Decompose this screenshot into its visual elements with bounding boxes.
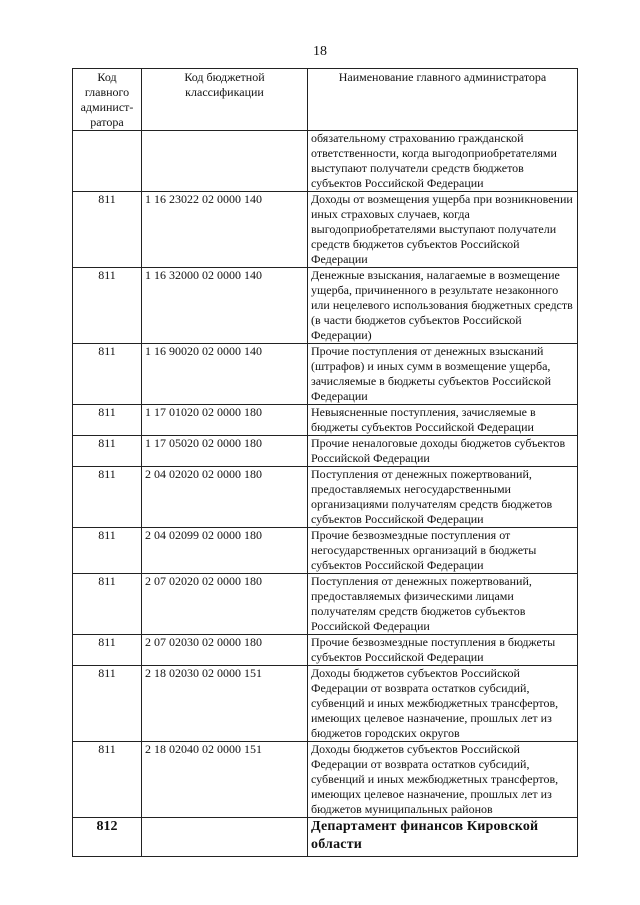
- cell-admin-code: 811: [73, 344, 142, 405]
- cell-budget-code: [142, 131, 308, 192]
- page-number: 18: [313, 44, 327, 59]
- table-row: [73, 405, 578, 436]
- table-row: [73, 192, 578, 268]
- cell-budget-code: 1 16 32000 02 0000 140: [142, 268, 308, 344]
- cell-admin-code: 811: [73, 467, 142, 528]
- cell-admin-name: Доходы бюджетов субъектов Российской Федерации от возврата остатков субсидий, субвенций и иных межбюджетных трансфертов, имеющих целевое назначение, прошлых лет из бюджетов городских округов: [308, 666, 578, 742]
- cell-admin-code: 811: [73, 528, 142, 574]
- cell-admin-code: 811: [73, 742, 142, 818]
- cell-budget-code: 2 07 02020 02 0000 180: [142, 574, 308, 635]
- table-row: [73, 467, 578, 528]
- cell-budget-code: 2 18 02040 02 0000 151: [142, 742, 308, 818]
- cell-budget-code: 2 07 02030 02 0000 180: [142, 635, 308, 666]
- cell-budget-code: 2 04 02099 02 0000 180: [142, 528, 308, 574]
- header-budget-code: Код бюджетной классификации: [142, 69, 308, 131]
- table-row: [73, 528, 578, 574]
- cell-admin-code: [73, 131, 142, 192]
- cell-budget-code: 1 17 05020 02 0000 180: [142, 436, 308, 467]
- cell-admin-name: обязательному страхованию гражданской ответственности, когда выгодоприобретателями выступают получатели средств бюджетов субъектов Российской Федерации: [308, 131, 578, 192]
- cell-admin-code: 811: [73, 405, 142, 436]
- administrators-table-container: [72, 68, 578, 857]
- table-row: [73, 131, 578, 192]
- cell-admin-name: Поступления от денежных пожертвований, предоставляемых негосударственными организациями получателям средств бюджетов субъектов Российской Федерации: [308, 467, 578, 528]
- table-header-row: [73, 69, 578, 131]
- cell-admin-name: Доходы бюджетов субъектов Российской Федерации от возврата остатков субсидий, субвенций и иных межбюджетных трансфертов, имеющих целевое назначение, прошлых лет из бюджетов муниципальных районов: [308, 742, 578, 818]
- cell-admin-name: Прочие неналоговые доходы бюджетов субъектов Российской Федерации: [308, 436, 578, 467]
- table-row-department: [73, 818, 578, 857]
- cell-budget-code: 1 16 90020 02 0000 140: [142, 344, 308, 405]
- cell-budget-code: 1 17 01020 02 0000 180: [142, 405, 308, 436]
- table-row: [73, 666, 578, 742]
- cell-admin-name: Невыясненные поступления, зачисляемые в бюджеты субъектов Российской Федерации: [308, 405, 578, 436]
- cell-budget-code: 2 18 02030 02 0000 151: [142, 666, 308, 742]
- table-row: [73, 574, 578, 635]
- administrators-table: [72, 68, 578, 857]
- table-row: [73, 436, 578, 467]
- cell-admin-code: 812: [73, 818, 142, 857]
- cell-admin-name: Доходы от возмещения ущерба при возникновении иных страховых случаев, когда выгодоприобретателями выступают получатели средств бюджетов субъектов Российской Федерации: [308, 192, 578, 268]
- cell-admin-name: Прочие безвозмездные поступления в бюджеты субъектов Российской Федерации: [308, 635, 578, 666]
- table-row: [73, 268, 578, 344]
- table-row: [73, 742, 578, 818]
- cell-admin-code: 811: [73, 268, 142, 344]
- cell-admin-code: 811: [73, 574, 142, 635]
- cell-budget-code: 1 16 23022 02 0000 140: [142, 192, 308, 268]
- cell-budget-code: 2 04 02020 02 0000 180: [142, 467, 308, 528]
- cell-admin-code: 811: [73, 192, 142, 268]
- cell-admin-code: 811: [73, 666, 142, 742]
- cell-admin-code: 811: [73, 635, 142, 666]
- cell-admin-name: Поступления от денежных пожертвований, предоставляемых физическими лицами получателям средств бюджетов субъектов Российской Федерации: [308, 574, 578, 635]
- table-row: [73, 635, 578, 666]
- cell-admin-name: Прочие безвозмездные поступления от негосударственных организаций в бюджеты субъектов Российской Федерации: [308, 528, 578, 574]
- cell-admin-name: Денежные взыскания, налагаемые в возмещение ущерба, причиненного в результате незаконного или нецелевого использования бюджетных средств (в части бюджетов субъектов Российской Федерации): [308, 268, 578, 344]
- cell-department-name: Департамент финансов Кировской области: [308, 818, 578, 857]
- table-row: [73, 344, 578, 405]
- cell-admin-code: 811: [73, 436, 142, 467]
- cell-budget-code: [142, 818, 308, 857]
- header-admin-code: Код главного админист-ратора: [73, 69, 142, 131]
- cell-admin-name: Прочие поступления от денежных взысканий (штрафов) и иных сумм в возмещение ущерба, зачисляемые в бюджеты субъектов Российской Федерации: [308, 344, 578, 405]
- header-admin-name: Наименование главного администратора: [308, 69, 578, 131]
